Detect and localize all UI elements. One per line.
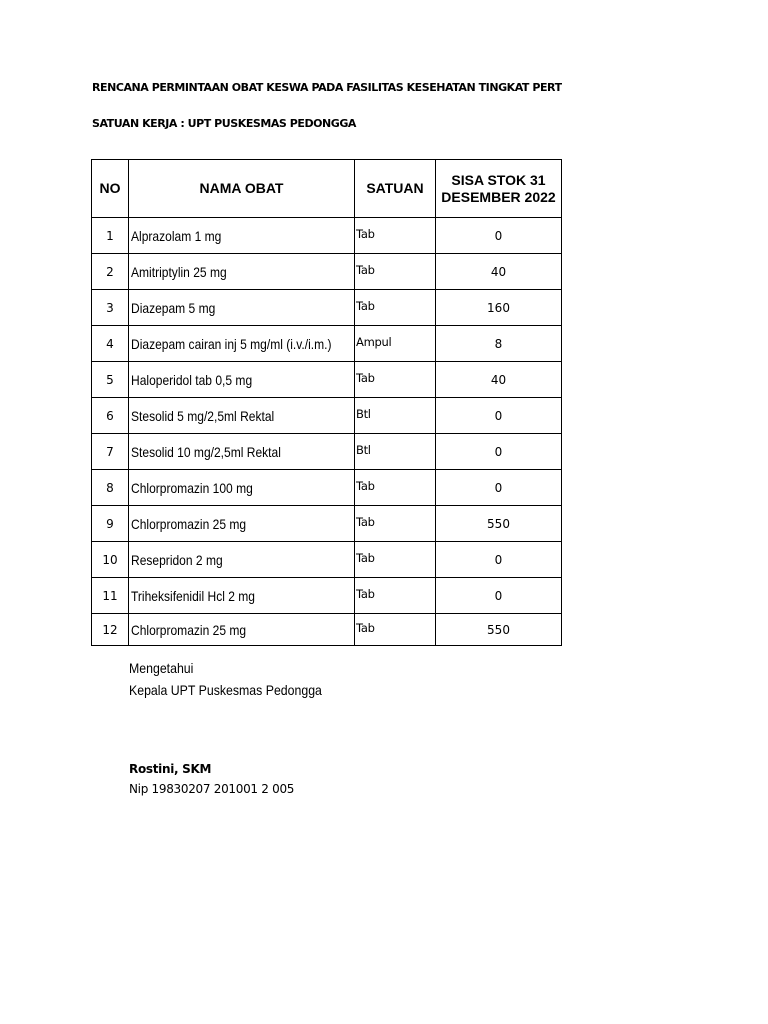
medicine-name: Chlorpromazin 25 mg xyxy=(131,515,247,532)
row-number: 4 xyxy=(92,326,129,362)
table-row xyxy=(92,398,562,434)
row-number: 11 xyxy=(92,578,129,614)
remaining-stock: 0 xyxy=(436,434,562,470)
header-stock-line2: DESEMBER 2022 xyxy=(441,188,556,205)
table-row xyxy=(92,578,562,614)
medicine-stock-table xyxy=(91,159,562,646)
unit-cell xyxy=(355,542,436,578)
remaining-stock: 0 xyxy=(436,542,562,578)
medicine-name-cell xyxy=(129,434,355,470)
unit: Btl xyxy=(356,442,371,457)
acknowledge-label xyxy=(129,660,202,676)
medicine-name-cell xyxy=(129,290,355,326)
work-unit-subtitle: SATUAN KERJA : UPT PUSKESMAS PEDONGGA xyxy=(92,117,357,130)
unit-cell xyxy=(355,506,436,542)
unit-cell xyxy=(355,218,436,254)
medicine-name: Haloperidol tab 0,5 mg xyxy=(131,371,253,388)
medicine-name-cell xyxy=(129,542,355,578)
unit: Tab xyxy=(356,478,375,493)
row-number: 3 xyxy=(92,290,129,326)
medicine-name: Stesolid 5 mg/2,5ml Rektal xyxy=(131,407,275,424)
medicine-name-cell xyxy=(129,470,355,506)
medicine-name: Triheksifenidil Hcl 2 mg xyxy=(131,587,256,604)
unit: Tab xyxy=(356,226,375,241)
table-header-row xyxy=(92,160,562,218)
unit: Tab xyxy=(356,370,375,385)
header-medicine-name: NAMA OBAT xyxy=(129,160,355,218)
unit-cell xyxy=(355,326,436,362)
unit-cell xyxy=(355,398,436,434)
unit-cell xyxy=(355,470,436,506)
table-row xyxy=(92,434,562,470)
unit: Tab xyxy=(356,586,375,601)
medicine-name: Diazepam 5 mg xyxy=(131,299,216,316)
header-unit: SATUAN xyxy=(355,160,436,218)
remaining-stock: 0 xyxy=(436,218,562,254)
medicine-name-cell xyxy=(129,362,355,398)
unit-cell xyxy=(355,614,436,646)
unit-cell xyxy=(355,434,436,470)
unit: Btl xyxy=(356,406,371,421)
table-row xyxy=(92,290,562,326)
table-body xyxy=(92,218,562,646)
row-number: 9 xyxy=(92,506,129,542)
medicine-name-cell xyxy=(129,614,355,646)
signer-nip: Nip 19830207 201001 2 005 xyxy=(129,782,295,796)
row-number: 7 xyxy=(92,434,129,470)
remaining-stock: 0 xyxy=(436,398,562,434)
unit: Ampul xyxy=(356,334,392,349)
medicine-name: Chlorpromazin 25 mg xyxy=(131,621,247,638)
table-row xyxy=(92,506,562,542)
medicine-name: Amitriptylin 25 mg xyxy=(131,263,227,280)
remaining-stock: 0 xyxy=(436,578,562,614)
unit-cell xyxy=(355,362,436,398)
medicine-name: Alprazolam 1 mg xyxy=(131,227,222,244)
unit: Tab xyxy=(356,620,375,635)
remaining-stock: 550 xyxy=(436,614,562,646)
unit-cell xyxy=(355,290,436,326)
signer-name: Rostini, SKM xyxy=(129,762,212,776)
table-row xyxy=(92,542,562,578)
header-no: NO xyxy=(92,160,129,218)
header-remaining-stock xyxy=(436,160,562,218)
acknowledge-text: Mengetahui xyxy=(129,660,194,676)
medicine-name: Stesolid 10 mg/2,5ml Rektal xyxy=(131,443,281,460)
row-number: 1 xyxy=(92,218,129,254)
unit: Tab xyxy=(356,514,375,529)
medicine-name: Chlorpromazin 100 mg xyxy=(131,479,253,496)
medicine-name-cell xyxy=(129,218,355,254)
table-row xyxy=(92,326,562,362)
remaining-stock: 160 xyxy=(436,290,562,326)
header-stock-line1: SISA STOK 31 xyxy=(451,171,546,188)
table-row xyxy=(92,362,562,398)
unit-cell xyxy=(355,578,436,614)
unit-cell xyxy=(355,254,436,290)
row-number: 5 xyxy=(92,362,129,398)
remaining-stock: 40 xyxy=(436,254,562,290)
row-number: 12 xyxy=(92,614,129,646)
document-title-text: RENCANA PERMINTAAN OBAT KESWA PADA FASILITAS KESEHATAN TINGKAT PERT xyxy=(92,81,562,94)
medicine-name: Resepridon 2 mg xyxy=(131,551,223,568)
row-number: 8 xyxy=(92,470,129,506)
table-row xyxy=(92,470,562,506)
row-number: 6 xyxy=(92,398,129,434)
medicine-name-cell xyxy=(129,578,355,614)
remaining-stock: 40 xyxy=(436,362,562,398)
signer-position-text: Kepala UPT Puskesmas Pedongga xyxy=(129,682,322,698)
signer-position xyxy=(129,682,348,698)
table-row xyxy=(92,614,562,646)
document-title xyxy=(92,81,562,94)
table-row xyxy=(92,254,562,290)
unit: Tab xyxy=(356,262,375,277)
table-row xyxy=(92,218,562,254)
medicine-name-cell xyxy=(129,254,355,290)
unit: Tab xyxy=(356,550,375,565)
medicine-name: Diazepam cairan inj 5 mg/ml (i.v./i.m.) xyxy=(131,335,332,352)
unit: Tab xyxy=(356,298,375,313)
row-number: 2 xyxy=(92,254,129,290)
medicine-name-cell xyxy=(129,326,355,362)
remaining-stock: 0 xyxy=(436,470,562,506)
medicine-name-cell xyxy=(129,506,355,542)
remaining-stock: 8 xyxy=(436,326,562,362)
medicine-name-cell xyxy=(129,398,355,434)
row-number: 10 xyxy=(92,542,129,578)
remaining-stock: 550 xyxy=(436,506,562,542)
